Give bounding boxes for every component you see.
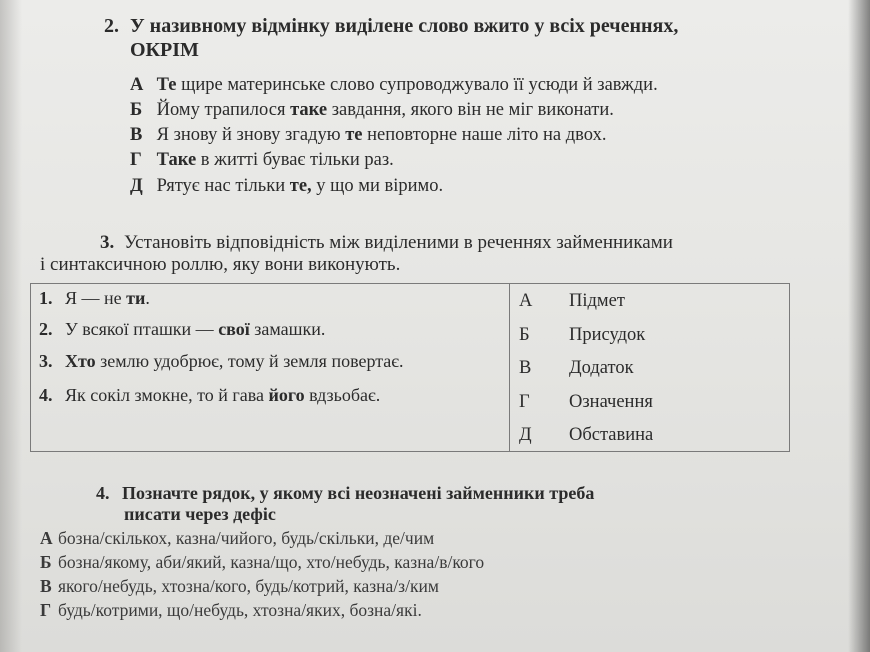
- option-letter: Д: [130, 176, 143, 196]
- table-row-3: 3. Хто землю удобрює, тому й земля повертає.: [39, 351, 404, 371]
- role-letter: В: [519, 358, 532, 378]
- option-letter: Г: [130, 150, 142, 170]
- highlighted-word: те: [345, 125, 363, 145]
- q2-title-line2: ОКРІМ: [130, 39, 199, 61]
- q3-number: 3.: [100, 232, 115, 253]
- q4-title-line2: писати через дефіс: [124, 504, 276, 524]
- role-letter: Д: [519, 425, 532, 445]
- highlighted-word: Таке: [156, 150, 197, 170]
- highlighted-word: таке: [290, 100, 328, 120]
- matching-table: [30, 283, 790, 452]
- option-letter: Б: [40, 552, 52, 572]
- highlighted-pronoun: його: [268, 385, 305, 405]
- highlighted-word: Те: [156, 75, 177, 95]
- role-letter: Г: [519, 392, 530, 412]
- role-option-b: [519, 324, 645, 346]
- role-text: Додаток: [569, 358, 634, 378]
- q2-heading: [104, 14, 678, 38]
- option-letter: В: [40, 576, 52, 596]
- q4-option-a: А бозна/скількох, казна/чийого, будь/скільки, де/чим: [40, 528, 435, 548]
- q4-number: 4.: [96, 483, 110, 503]
- q3-heading: [100, 232, 673, 254]
- q4-heading: [96, 483, 594, 504]
- q2-option-d: Д Рятує нас тільки те, у що ми віримо.: [130, 176, 444, 196]
- page-edge-shadow: [0, 0, 22, 652]
- role-option-v: [519, 357, 634, 379]
- q3-title-line2: і синтаксичною роллю, яку вони виконують.: [40, 254, 401, 275]
- table-row-4: 4. Як сокіл змокне, то й гава його вдзьобає.: [39, 385, 381, 405]
- q2-title-line1: У називному відмінку виділене слово вжито у всіх реченнях,: [130, 15, 679, 37]
- option-letter: Г: [40, 600, 52, 620]
- role-letter: Б: [519, 325, 530, 345]
- role-option-a: [519, 290, 625, 312]
- q2-option-a: А Те щире материнське слово супроводжувало її усюди й завжди.: [130, 75, 658, 95]
- q2-option-v: В Я знову й знову згадую те неповторне наше літо на двох.: [130, 125, 607, 145]
- option-letter: А: [130, 75, 144, 95]
- q2-number: 2.: [104, 15, 119, 37]
- option-letter: В: [130, 125, 143, 145]
- role-option-d: [519, 424, 653, 446]
- highlighted-pronoun: Хто: [65, 351, 96, 371]
- q2-option-b: Б Йому трапилося таке завдання, якого він не міг виконати.: [130, 100, 614, 120]
- role-letter: А: [519, 291, 533, 311]
- table-row-2: 2. У всякої пташки — свої замашки.: [39, 319, 326, 339]
- role-text: Означення: [569, 392, 653, 412]
- highlighted-word: те,: [289, 176, 312, 196]
- page-edge-shadow: [848, 0, 870, 652]
- q4-title-line1: Позначте рядок, у якому всі неозначені займенники треба: [122, 483, 595, 503]
- role-text: Обставина: [569, 425, 654, 445]
- role-text: Підмет: [569, 291, 625, 311]
- option-letter: Б: [130, 100, 143, 120]
- highlighted-pronoun: свої: [218, 319, 250, 339]
- table-row-1: 1. Я — не ти.: [39, 288, 150, 308]
- role-option-h: [519, 391, 653, 413]
- q4-option-b: Б бозна/якому, аби/який, казна/що, хто/небудь, казна/в/кого: [40, 552, 485, 572]
- table-divider: [509, 284, 510, 451]
- q2-option-h: Г Таке в житті буває тільки раз.: [130, 150, 394, 170]
- highlighted-pronoun: ти: [126, 288, 146, 308]
- role-text: Присудок: [569, 325, 646, 345]
- q3-title-line1: Установіть відповідність між виділеними в реченнях займенниками: [124, 232, 673, 253]
- q4-option-h: Г будь/котрими, що/небудь, хтозна/яких, бозна/які.: [40, 600, 422, 620]
- option-letter: А: [40, 528, 53, 548]
- q4-option-v: В якого/небудь, хтозна/кого, будь/котрий, казна/з/ким: [40, 576, 439, 596]
